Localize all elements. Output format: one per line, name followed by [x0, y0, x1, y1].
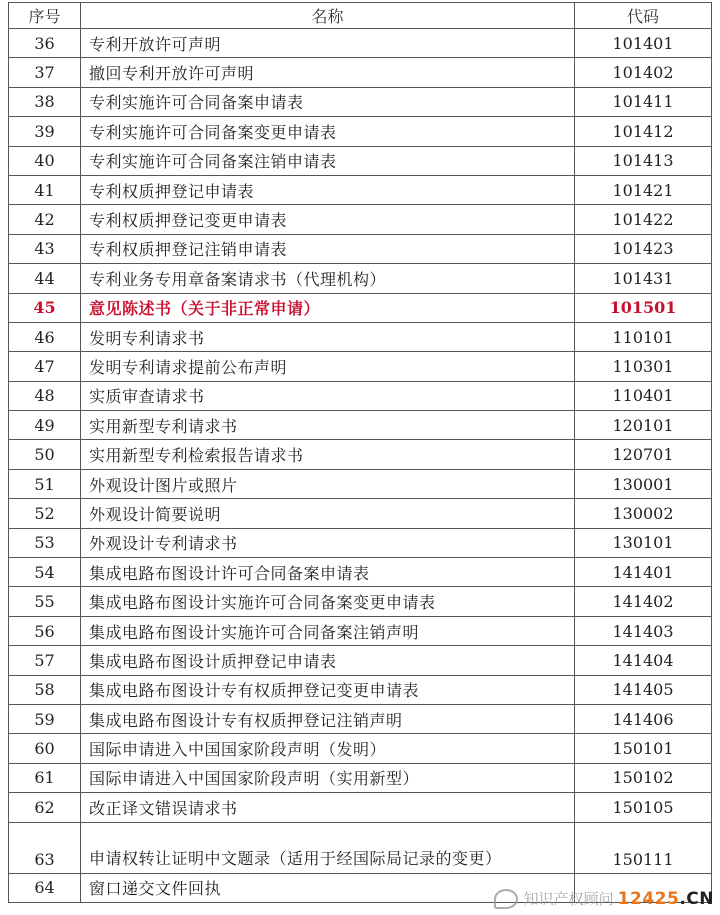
row-num: 54: [9, 558, 81, 587]
row-code: 141403: [575, 616, 712, 645]
table-row: [9, 322, 712, 351]
header-code: 代码: [575, 3, 712, 29]
row-code: 141402: [575, 587, 712, 616]
row-num: 50: [9, 440, 81, 469]
row-code: 150102: [575, 763, 712, 792]
row-name: 意见陈述书（关于非正常申请）: [81, 293, 575, 322]
row-code: 130101: [575, 528, 712, 557]
table-row: [9, 469, 712, 498]
table-header-row: [9, 3, 712, 29]
row-code: 101413: [575, 146, 712, 175]
row-name: 集成电路布图设计许可合同备案申请表: [81, 558, 575, 587]
table-row: [9, 205, 712, 234]
table-row: [9, 822, 712, 873]
row-num: 42: [9, 205, 81, 234]
row-name: 专利权质押登记注销申请表: [81, 234, 575, 263]
wechat-icon: [494, 889, 518, 909]
row-name: 实用新型专利请求书: [81, 411, 575, 440]
header-name: 名称: [81, 3, 575, 29]
row-num: 55: [9, 587, 81, 616]
table-row: [9, 29, 712, 58]
row-num: 53: [9, 528, 81, 557]
form-code-table: [8, 2, 712, 903]
row-code: 141405: [575, 675, 712, 704]
row-num: 37: [9, 58, 81, 87]
table-row: [9, 58, 712, 87]
table-row: [9, 411, 712, 440]
table-row: [9, 587, 712, 616]
row-code: 150111: [575, 822, 712, 873]
watermark: [494, 888, 714, 909]
row-code: 120701: [575, 440, 712, 469]
row-code: 150105: [575, 793, 712, 822]
row-num: 40: [9, 146, 81, 175]
row-name: 集成电路布图设计专有权质押登记注销声明: [81, 704, 575, 733]
row-code: 101401: [575, 29, 712, 58]
row-code: 110301: [575, 352, 712, 381]
row-num: 48: [9, 381, 81, 410]
row-num: 57: [9, 646, 81, 675]
row-name: 外观设计图片或照片: [81, 469, 575, 498]
table-row: [9, 146, 712, 175]
row-num: 46: [9, 322, 81, 351]
row-num: 61: [9, 763, 81, 792]
row-num: 52: [9, 499, 81, 528]
row-name: 实质审查请求书: [81, 381, 575, 410]
table-row: [9, 528, 712, 557]
row-name: 发明专利请求书: [81, 322, 575, 351]
table-row: [9, 117, 712, 146]
row-num: 39: [9, 117, 81, 146]
table-row: [9, 616, 712, 645]
row-name: 专利权质押登记申请表: [81, 175, 575, 204]
watermark-site-number: 12425: [617, 888, 680, 909]
table-row: [9, 175, 712, 204]
row-num: 43: [9, 234, 81, 263]
table-row: [9, 734, 712, 763]
table-row: [9, 264, 712, 293]
row-code: 130001: [575, 469, 712, 498]
row-name: 集成电路布图设计实施许可合同备案变更申请表: [81, 587, 575, 616]
row-code: 150101: [575, 734, 712, 763]
row-num: 38: [9, 87, 81, 116]
row-code: 110401: [575, 381, 712, 410]
table-row: [9, 381, 712, 410]
row-code: 101421: [575, 175, 712, 204]
table-row: [9, 763, 712, 792]
row-code: 120101: [575, 411, 712, 440]
row-code: 101501: [575, 293, 712, 322]
table-row: [9, 558, 712, 587]
row-code: 101412: [575, 117, 712, 146]
row-name: 实用新型专利检索报告请求书: [81, 440, 575, 469]
row-name: 集成电路布图设计实施许可合同备案注销声明: [81, 616, 575, 645]
row-name: 集成电路布图设计质押登记申请表: [81, 646, 575, 675]
row-name: 外观设计简要说明: [81, 499, 575, 528]
row-code: 141401: [575, 558, 712, 587]
watermark-site-suffix: .CN: [679, 888, 714, 909]
row-num: 47: [9, 352, 81, 381]
row-name: 专利实施许可合同备案变更申请表: [81, 117, 575, 146]
row-num: 64: [9, 873, 81, 902]
row-num: 62: [9, 793, 81, 822]
row-num: 36: [9, 29, 81, 58]
row-name: 外观设计专利请求书: [81, 528, 575, 557]
header-num: 序号: [9, 3, 81, 29]
row-name: 改正译文错误请求书: [81, 793, 575, 822]
row-num: 49: [9, 411, 81, 440]
row-name: 专利实施许可合同备案申请表: [81, 87, 575, 116]
row-code: 141406: [575, 704, 712, 733]
table-row: [9, 499, 712, 528]
row-num: 60: [9, 734, 81, 763]
row-name: 专利业务专用章备案请求书（代理机构）: [81, 264, 575, 293]
row-name: 专利权质押登记变更申请表: [81, 205, 575, 234]
row-num: 58: [9, 675, 81, 704]
row-name: 专利实施许可合同备案注销申请表: [81, 146, 575, 175]
table-row: [9, 793, 712, 822]
watermark-text: 知识产权顾问: [523, 890, 614, 908]
row-code: 101402: [575, 58, 712, 87]
row-name: 发明专利请求提前公布声明: [81, 352, 575, 381]
row-code: 101422: [575, 205, 712, 234]
table-row: [9, 675, 712, 704]
table-row: [9, 352, 712, 381]
table-row: [9, 234, 712, 263]
row-name: 国际申请进入中国国家阶段声明（发明）: [81, 734, 575, 763]
table-row: [9, 704, 712, 733]
row-name: 集成电路布图设计专有权质押登记变更申请表: [81, 675, 575, 704]
row-name: 专利开放许可声明: [81, 29, 575, 58]
row-num: 41: [9, 175, 81, 204]
row-num: 63: [9, 822, 81, 873]
row-name: 国际申请进入中国国家阶段声明（实用新型）: [81, 763, 575, 792]
row-code: 141404: [575, 646, 712, 675]
watermark-site: [618, 889, 714, 909]
row-num: 44: [9, 264, 81, 293]
row-code: 101411: [575, 87, 712, 116]
table-row: [9, 440, 712, 469]
row-name: 申请权转让证明中文题录（适用于经国际局记录的变更）: [81, 822, 575, 873]
row-num: 56: [9, 616, 81, 645]
row-code: 101431: [575, 264, 712, 293]
table-row-highlighted: [9, 293, 712, 322]
row-code: 101423: [575, 234, 712, 263]
row-code: 130002: [575, 499, 712, 528]
row-name: 窗口递交文件回执: [81, 873, 575, 902]
table-row: [9, 646, 712, 675]
row-name: 撤回专利开放许可声明: [81, 58, 575, 87]
row-num: 45: [9, 293, 81, 322]
row-code: 110101: [575, 322, 712, 351]
table-row: [9, 87, 712, 116]
row-num: 51: [9, 469, 81, 498]
row-num: 59: [9, 704, 81, 733]
